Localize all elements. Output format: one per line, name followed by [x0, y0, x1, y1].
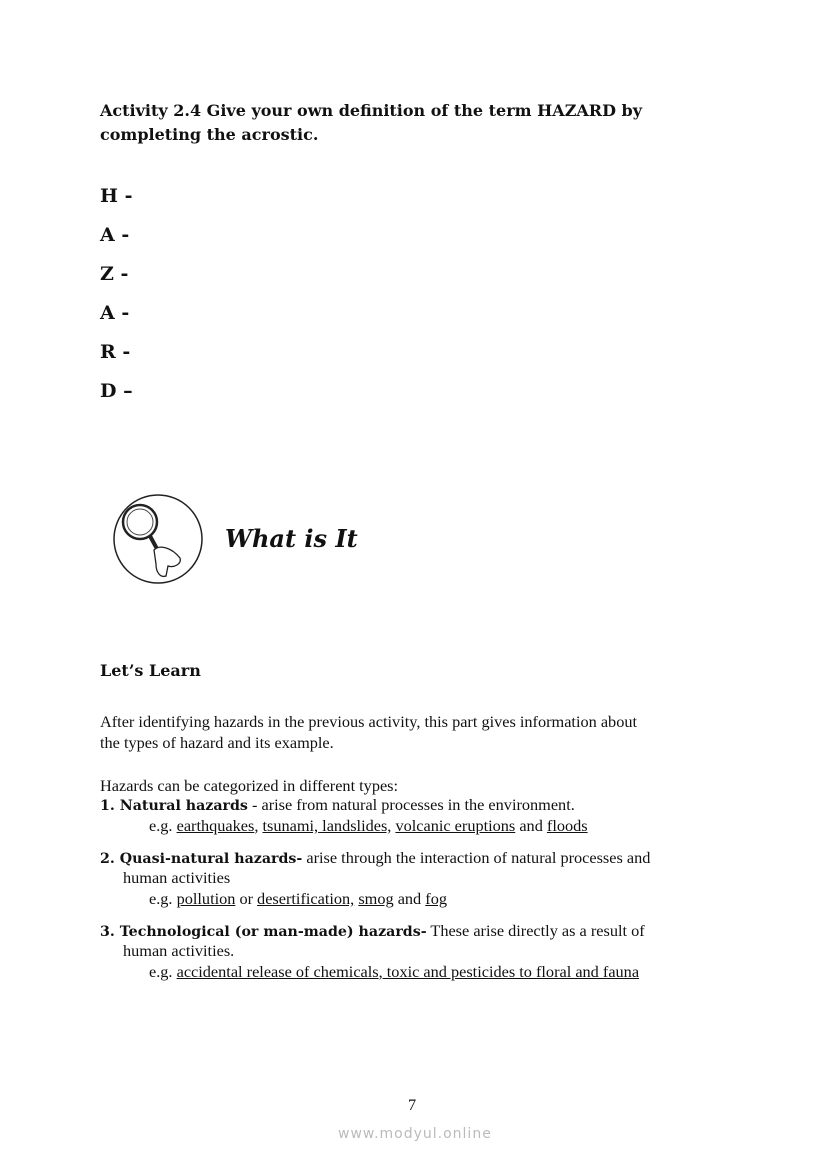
example: floods	[546, 816, 588, 835]
type-title: 3. Technological (or man-made) hazards-	[100, 924, 427, 940]
example: tsunami,	[262, 816, 319, 835]
type-title: 2. Quasi-natural hazards-	[100, 851, 303, 867]
type-quasi-desc2: human activities	[123, 868, 231, 887]
intro-line2: the types of hazard and its example.	[100, 733, 334, 752]
example: earthquakes	[176, 816, 255, 835]
eg-label: e.g.	[149, 889, 173, 908]
examples-natural	[149, 816, 588, 836]
watermark: www.modyul.online	[338, 1126, 492, 1142]
examples-quasi	[149, 889, 447, 909]
type-technological	[100, 921, 645, 941]
acrostic-h: H -	[100, 185, 133, 207]
activity-heading-line2: completing the acrostic.	[100, 125, 319, 144]
types-intro: Hazards can be categorized in different types:	[100, 776, 399, 795]
lets-learn-heading: Let’s Learn	[100, 661, 201, 680]
page-number: 7	[408, 1095, 417, 1114]
type-technological-desc2: human activities.	[123, 941, 235, 960]
example: , toxic and pesticides to floral and fauna	[378, 962, 640, 981]
type-quasi	[100, 848, 650, 868]
sep: ,	[254, 816, 263, 835]
type-desc: - arise from natural processes in the environment.	[247, 795, 575, 814]
acrostic-a2: A -	[100, 302, 130, 324]
example: smog	[358, 889, 394, 908]
sep: and	[393, 889, 426, 908]
acrostic-z: Z -	[100, 263, 129, 285]
examples-technological	[149, 962, 639, 982]
type-title: 1. Natural hazards	[100, 798, 248, 814]
example: accidental release of chemicals	[176, 962, 379, 981]
magnifying-glass-hand-icon	[110, 492, 206, 588]
sep: and	[515, 816, 547, 835]
activity-heading-line1: Activity 2.4 Give your own definition of the term HAZARD by	[100, 101, 643, 120]
section-title: What is It	[225, 524, 358, 553]
eg-label: e.g.	[149, 816, 173, 835]
example: fog	[425, 889, 447, 908]
acrostic-a: A -	[100, 224, 130, 246]
intro-line1: After identifying hazards in the previous activity, this part gives information about	[100, 712, 637, 731]
example: desertification,	[257, 889, 355, 908]
example: volcanic eruptions	[395, 816, 516, 835]
eg-label: e.g.	[149, 962, 173, 981]
type-natural	[100, 795, 575, 815]
acrostic-d: D –	[100, 380, 133, 402]
example: pollution	[176, 889, 236, 908]
sep: or	[235, 889, 254, 908]
acrostic-r: R -	[100, 341, 131, 363]
example: landslides,	[318, 816, 392, 835]
type-desc: These arise directly as a result of	[426, 921, 645, 940]
type-desc: arise through the interaction of natural processes and	[302, 848, 651, 867]
